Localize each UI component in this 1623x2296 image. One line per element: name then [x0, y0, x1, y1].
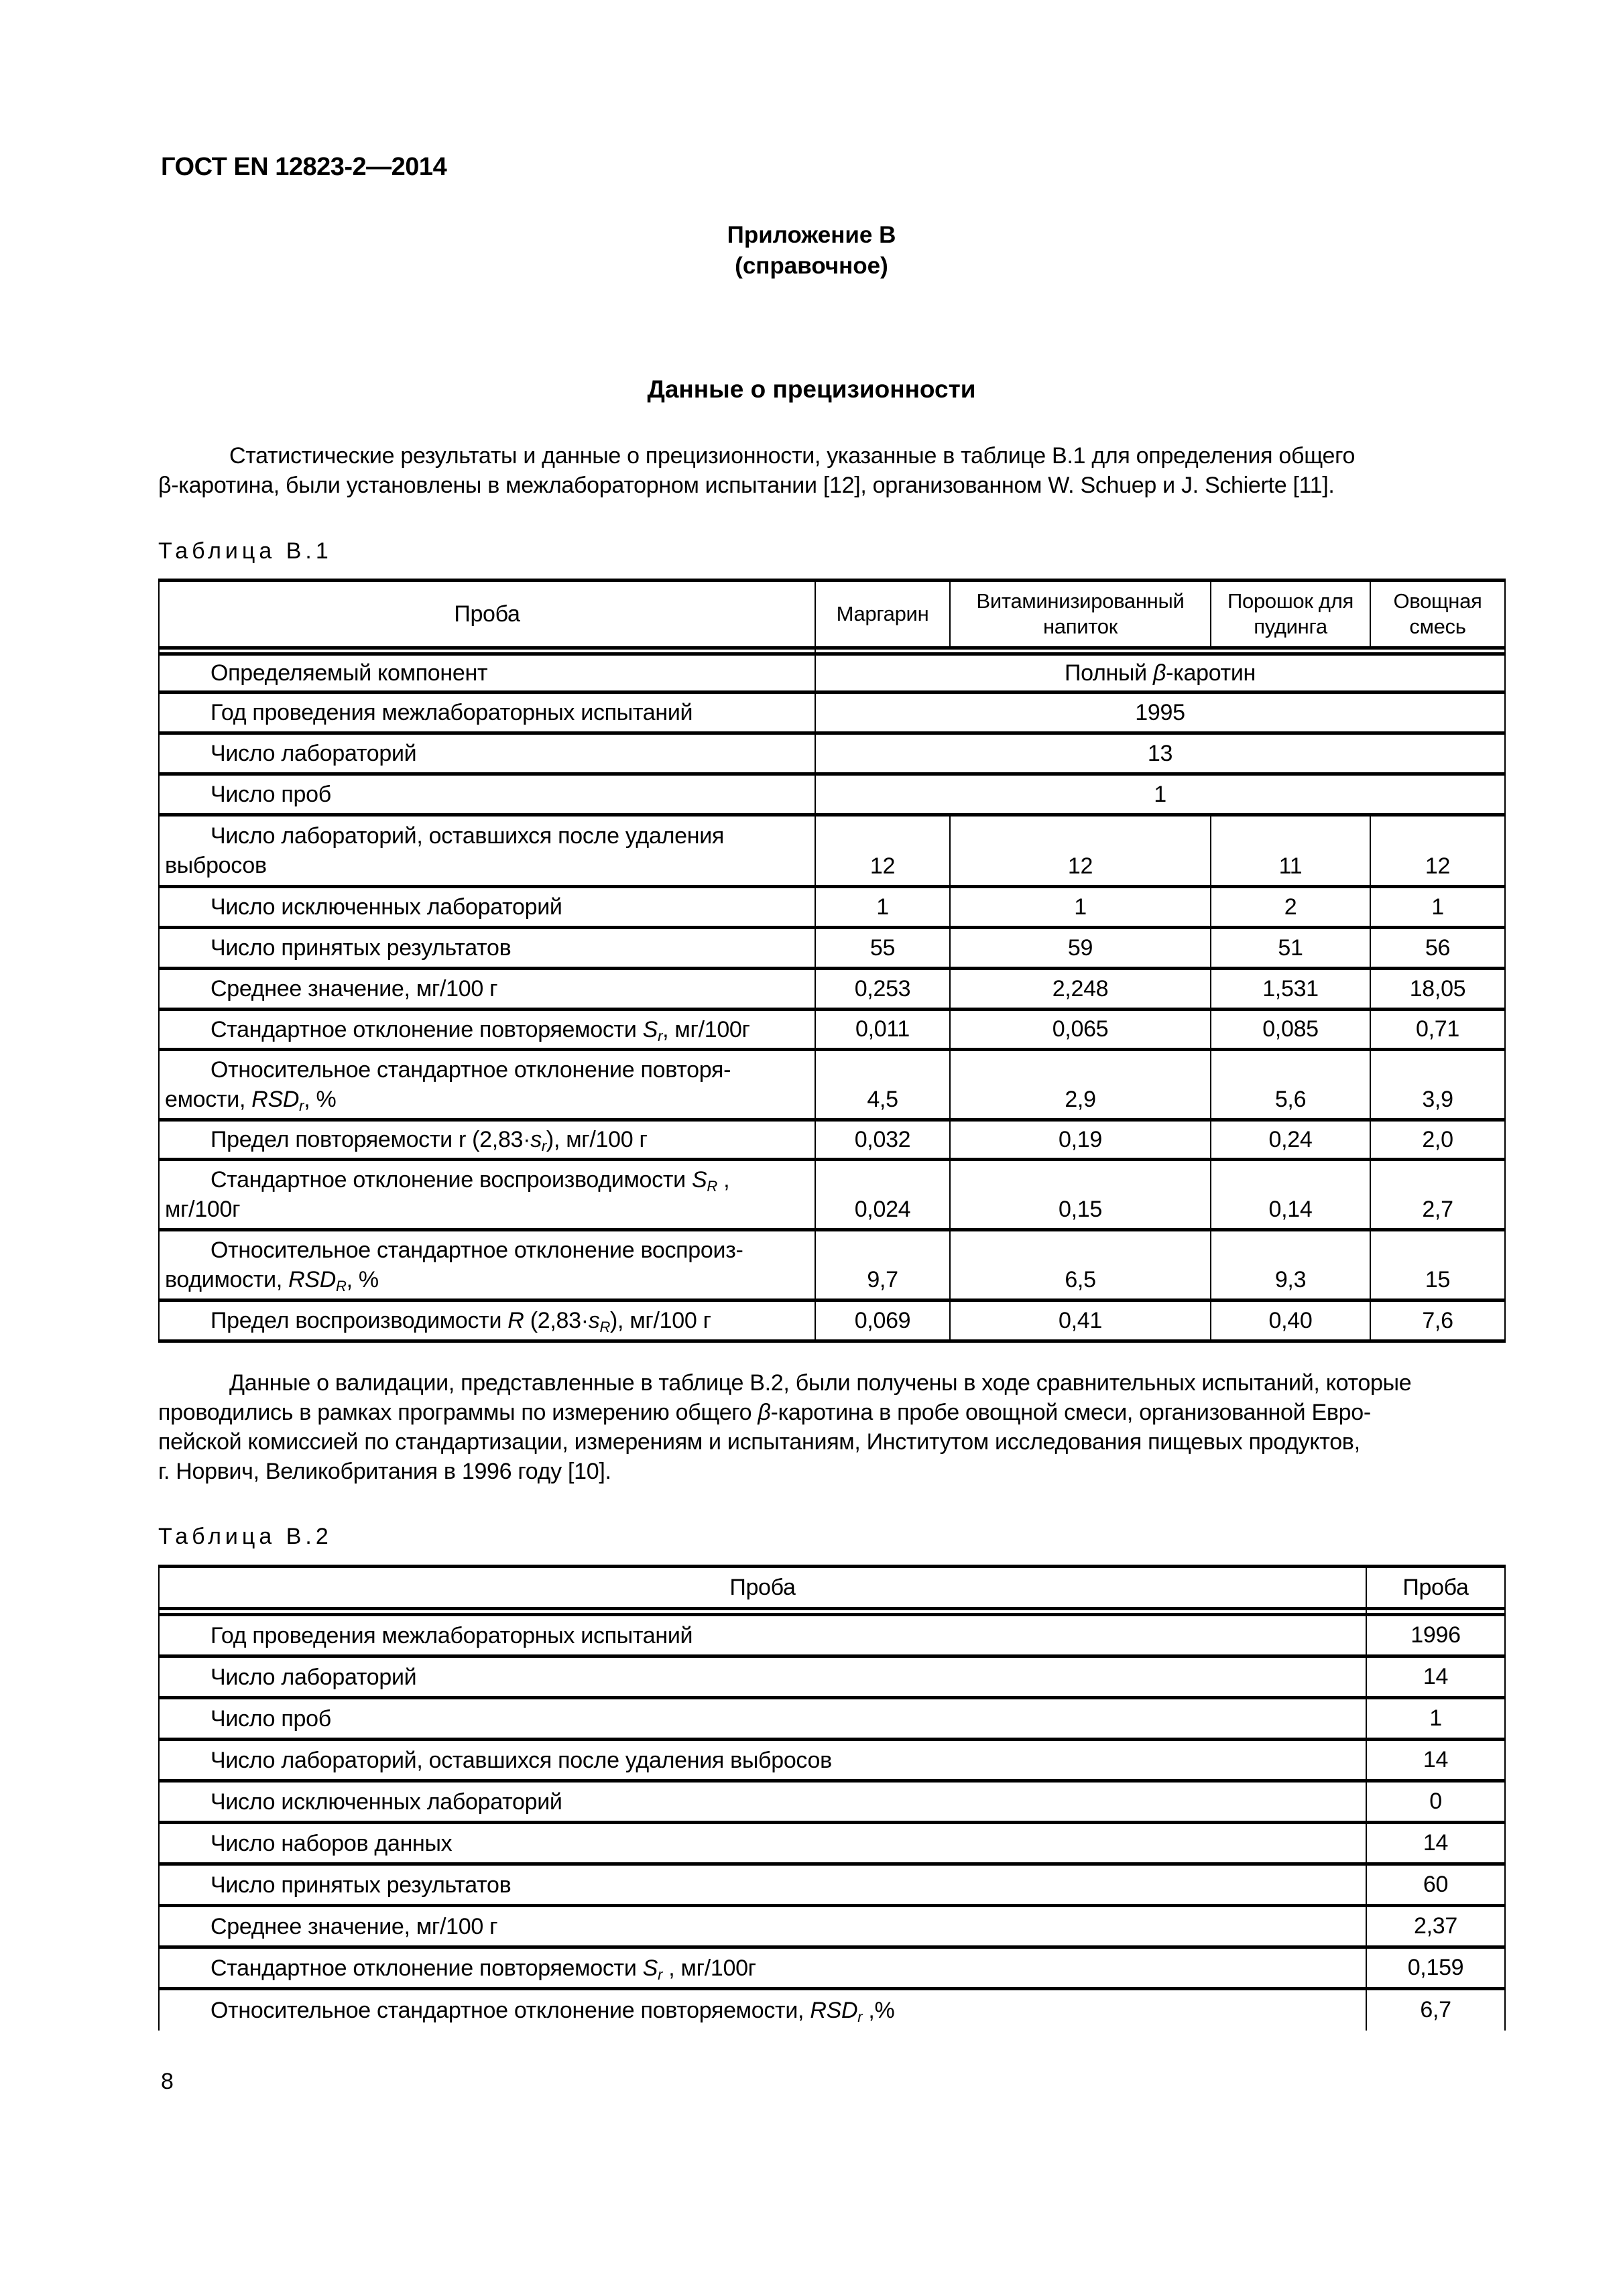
table-row	[159, 887, 1505, 928]
table-row	[159, 1230, 1505, 1301]
cell-pudding-powder: 1,531	[1211, 969, 1370, 1010]
cell-vegetable-mix: 18,05	[1370, 969, 1505, 1010]
table-row	[159, 733, 1505, 774]
row-value: 1995	[815, 692, 1505, 733]
table-row	[159, 774, 1505, 815]
cell-vitamin-drink: 59	[950, 928, 1211, 969]
table-row	[159, 692, 1505, 733]
row-label: Число лабораторий, оставшихся после удаления выбросов	[159, 815, 815, 887]
cell-pudding-powder: 11	[1211, 815, 1370, 887]
table2-header-sample: Проба	[159, 1567, 1366, 1609]
row-label: Стандартное отклонение воспроизводимости $S_R$ , мг/100г	[159, 1160, 815, 1230]
row-value: 14	[1366, 1740, 1505, 1781]
table-row	[159, 1050, 1505, 1120]
table1-header-vegetable-mix: Овощная смесь	[1370, 581, 1505, 648]
table1-header-sample: Проба	[159, 581, 815, 648]
cell-margarine: 4,5	[815, 1050, 950, 1120]
cell-vegetable-mix: 12	[1370, 815, 1505, 887]
row-label: Число наборов данных	[211, 1830, 453, 1856]
row-label: Среднее значение, мг/100 г	[211, 1913, 498, 1939]
section-title: Данные о прецизионности	[647, 375, 976, 403]
table1-header-separator	[159, 648, 1505, 654]
cell-margarine: 12	[815, 815, 950, 887]
row-label: Стандартное отклонение повторяемости $S_r$, мг/100г	[159, 1010, 815, 1050]
cell-margarine: 0,024	[815, 1160, 950, 1230]
validation-line-3: пейской комиссией по стандартизации, измерениям и испытаниям, Институтом исследования пищевых продуктов,	[158, 1429, 1360, 1455]
table-row	[159, 1864, 1505, 1906]
table-row	[159, 1656, 1505, 1698]
cell-pudding-powder: 0,085	[1211, 1010, 1370, 1050]
row-label: Предел повторяемости r $(2,83\cdot s_r)$, мг/100 г	[159, 1120, 815, 1160]
row-label: Среднее значение, мг/100 г	[211, 976, 498, 1002]
table-row	[159, 1615, 1505, 1656]
intro-line-2: β-каротина, были установлены в межлабораторном испытании [12], организованном W. Schuep и J. Schierte [11].	[158, 473, 1335, 498]
cell-vegetable-mix: 2,0	[1370, 1120, 1505, 1160]
row-label: Число исключенных лабораторий	[211, 894, 562, 920]
row-label: Число проб	[211, 1705, 331, 1732]
row-label: Число лабораторий, оставшихся после удаления выбросов	[211, 1747, 832, 1773]
table1-header-vitamin-drink: Витаминизированный напиток	[950, 581, 1211, 648]
cell-vitamin-drink: 2,9	[950, 1050, 1211, 1120]
table-row	[159, 1823, 1505, 1864]
cell-margarine: 0,069	[815, 1301, 950, 1341]
cell-vitamin-drink: 0,41	[950, 1301, 1211, 1341]
table1-caption: Таблица В.1	[158, 538, 333, 564]
row-label: Стандартное отклонение повторяемости $S_r$ , мг/100г	[159, 1947, 1366, 1989]
table1-header-row	[159, 581, 1505, 648]
table-row	[159, 1906, 1505, 1947]
annex-heading	[0, 220, 1623, 282]
table1-header-margarine: Маргарин	[815, 581, 950, 648]
table-row	[159, 1160, 1505, 1230]
cell-pudding-powder: 51	[1211, 928, 1370, 969]
cell-pudding-powder: 5,6	[1211, 1050, 1370, 1120]
cell-pudding-powder: 9,3	[1211, 1230, 1370, 1301]
row-value: 1996	[1366, 1615, 1505, 1656]
cell-pudding-powder: 2	[1211, 887, 1370, 928]
row-label: Год проведения межлабораторных испытаний	[211, 1622, 693, 1648]
page-number: 8	[161, 2069, 174, 2094]
row-value: 60	[1366, 1864, 1505, 1906]
cell-pudding-powder: 0,40	[1211, 1301, 1370, 1341]
row-label: Относительное стандартное отклонение воспроиз- водимости, $RSD_R$, %	[159, 1230, 815, 1301]
row-label: Определяемый компонент	[211, 660, 488, 686]
table-row	[159, 1301, 1505, 1341]
table1-header-pudding-powder: Порошок для пудинга	[1211, 581, 1370, 648]
row-label: Число лабораторий	[211, 1664, 417, 1690]
validation-paragraph	[158, 1368, 1503, 1486]
row-value: 1	[815, 774, 1505, 815]
row-label: Относительное стандартное отклонение повторя- емости, $RSD_r$, %	[159, 1050, 815, 1120]
table2-caption: Таблица В.2	[158, 1524, 333, 1549]
cell-vegetable-mix: 15	[1370, 1230, 1505, 1301]
cell-vitamin-drink: 2,248	[950, 969, 1211, 1010]
row-label: Относительное стандартное отклонение повторяемости, $RSD_r$ ,%	[159, 1989, 1366, 2031]
validation-line-2: проводились в рамках программы по измерению общего β-каротина в пробе овощной смеси, организованной Евро-	[158, 1400, 1371, 1425]
row-value: 13	[815, 733, 1505, 774]
cell-pudding-powder: 0,14	[1211, 1160, 1370, 1230]
cell-vegetable-mix: 1	[1370, 887, 1505, 928]
table-b1	[158, 579, 1506, 1343]
document-code: ГОСТ EN 12823-2—2014	[161, 153, 447, 181]
table-b2	[158, 1565, 1506, 2031]
table-row	[159, 1989, 1505, 2031]
table-row	[159, 969, 1505, 1010]
row-label: Число принятых результатов	[211, 1872, 512, 1898]
table-row	[159, 928, 1505, 969]
cell-vegetable-mix: 2,7	[1370, 1160, 1505, 1230]
table2-header-value: Проба	[1366, 1567, 1505, 1609]
validation-line-4: г. Норвич, Великобритания в 1996 году [10].	[158, 1459, 611, 1484]
row-value: 2,37	[1366, 1906, 1505, 1947]
row-value: Полный β-каротин	[815, 654, 1505, 692]
row-value: 14	[1366, 1823, 1505, 1864]
table-row	[159, 1120, 1505, 1160]
row-label: Число исключенных лабораторий	[211, 1789, 562, 1815]
table2-header-separator	[159, 1609, 1505, 1615]
row-label: Предел воспроизводимости R $(2,83\cdot s_R)$, мг/100 г	[159, 1301, 815, 1341]
cell-vitamin-drink: 6,5	[950, 1230, 1211, 1301]
table-row	[159, 654, 1505, 692]
table-row	[159, 1781, 1505, 1823]
cell-vitamin-drink: 12	[950, 815, 1211, 887]
cell-vegetable-mix: 7,6	[1370, 1301, 1505, 1341]
cell-margarine: 1	[815, 887, 950, 928]
cell-vegetable-mix: 56	[1370, 928, 1505, 969]
row-label: Число принятых результатов	[211, 935, 512, 961]
intro-paragraph	[158, 441, 1503, 500]
row-label: Год проведения межлабораторных испытаний	[211, 700, 693, 725]
row-value: 0	[1366, 1781, 1505, 1823]
row-value: 6,7	[1366, 1989, 1505, 2031]
row-label: Число проб	[211, 782, 331, 807]
cell-vitamin-drink: 1	[950, 887, 1211, 928]
cell-margarine: 0,032	[815, 1120, 950, 1160]
table-row	[159, 1010, 1505, 1050]
cell-margarine: 55	[815, 928, 950, 969]
cell-vitamin-drink: 0,065	[950, 1010, 1211, 1050]
cell-vitamin-drink: 0,19	[950, 1120, 1211, 1160]
table-row	[159, 1740, 1505, 1781]
cell-margarine: 0,011	[815, 1010, 950, 1050]
cell-margarine: 0,253	[815, 969, 950, 1010]
table-row	[159, 815, 1505, 887]
row-value: 14	[1366, 1656, 1505, 1698]
intro-line-1: Статистические результаты и данные о прецизионности, указанные в таблице В.1 для определения общего	[229, 443, 1356, 469]
row-label: Число лабораторий	[211, 741, 417, 766]
row-value: 0,159	[1366, 1947, 1505, 1989]
table-row	[159, 1947, 1505, 1989]
annex-subtitle: (справочное)	[735, 253, 888, 279]
table-row	[159, 1698, 1505, 1740]
row-value: 1	[1366, 1698, 1505, 1740]
cell-vitamin-drink: 0,15	[950, 1160, 1211, 1230]
cell-vegetable-mix: 0,71	[1370, 1010, 1505, 1050]
table2-header-row	[159, 1567, 1505, 1609]
annex-title: Приложение В	[727, 222, 896, 248]
cell-pudding-powder: 0,24	[1211, 1120, 1370, 1160]
cell-vegetable-mix: 3,9	[1370, 1050, 1505, 1120]
cell-margarine: 9,7	[815, 1230, 950, 1301]
validation-line-1: Данные о валидации, представленные в таблице В.2, были получены в ходе сравнительных испытаний, которые	[229, 1370, 1412, 1396]
